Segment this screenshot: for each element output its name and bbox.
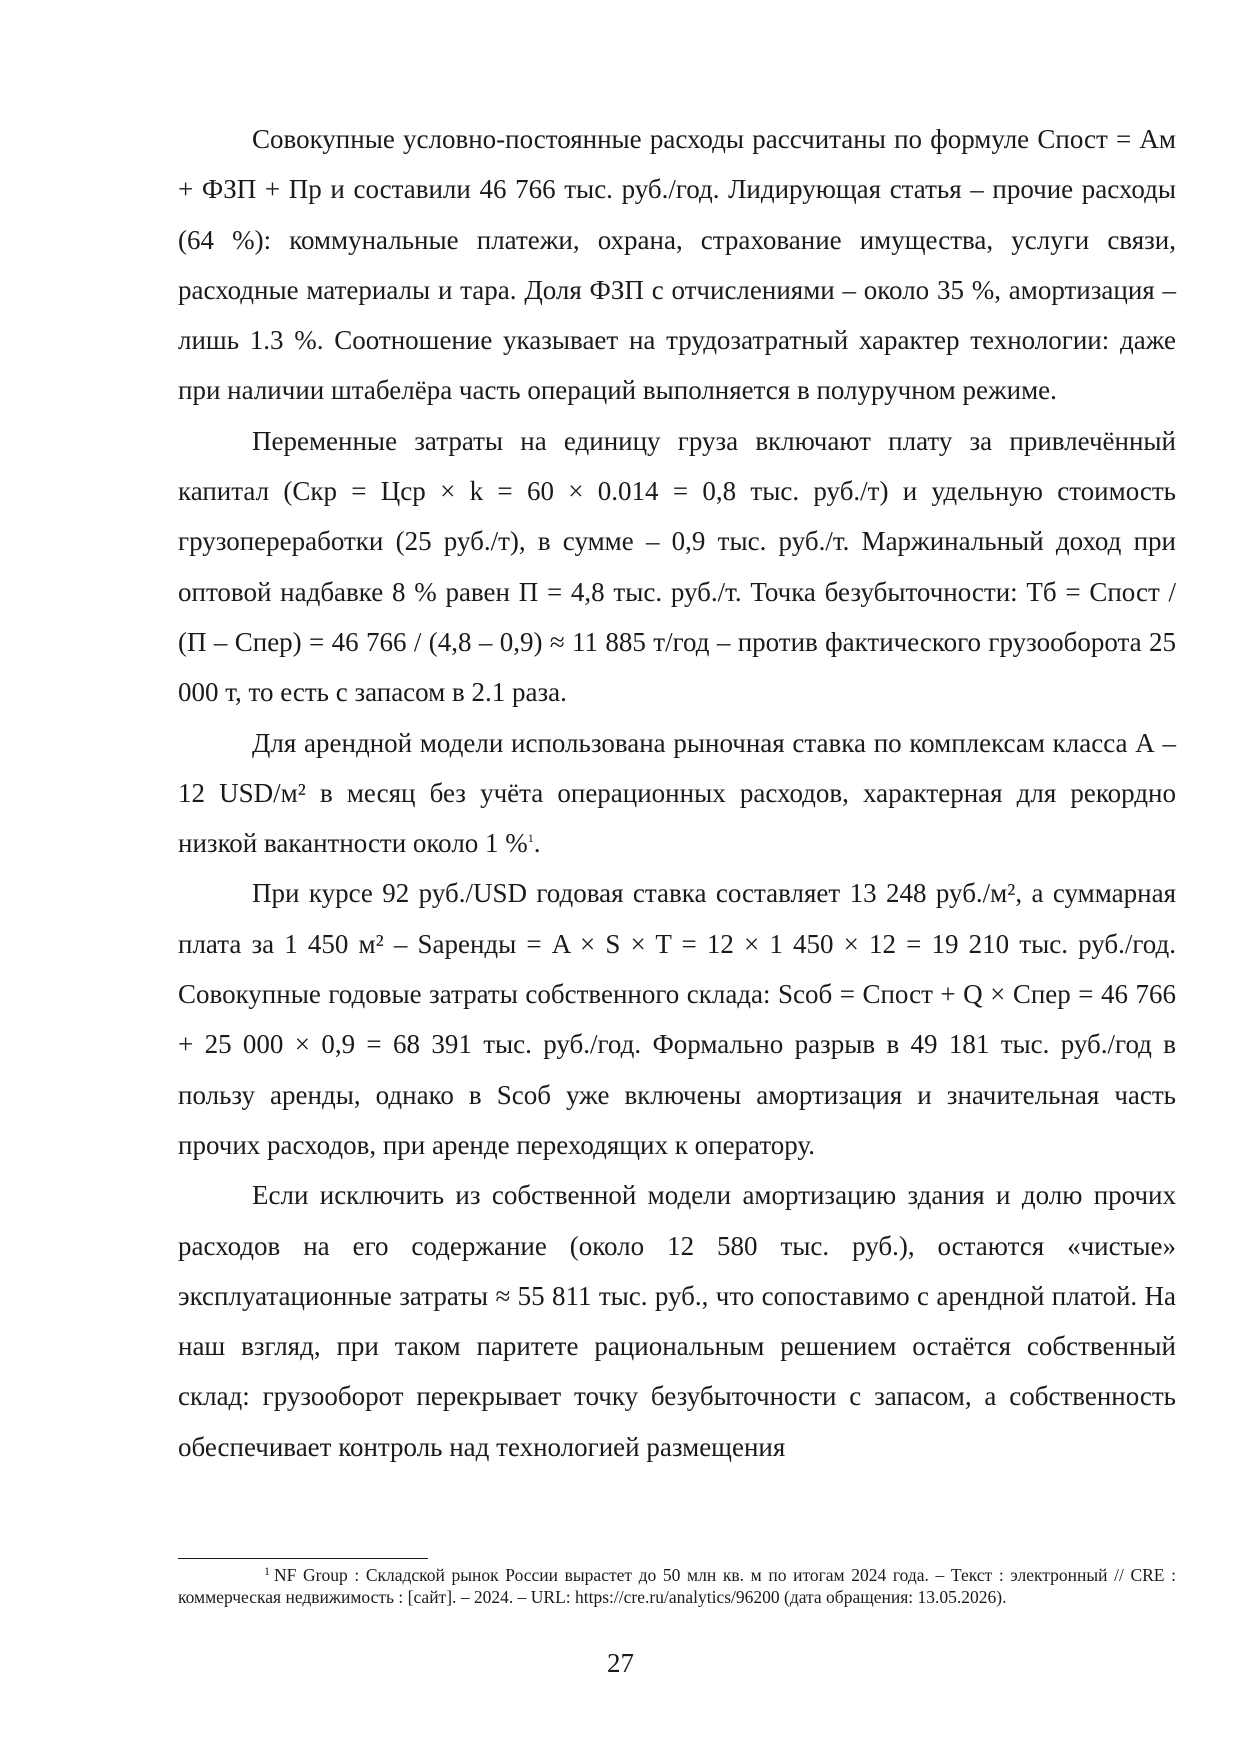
paragraph-rental-model <box>178 718 1176 869</box>
footnote <box>178 1564 1176 1608</box>
footnote-number: 1 <box>264 1564 270 1578</box>
paragraph-rental-model-text: Для арендной модели использована рыночная ставка по комплексам класса А – 12 USD/м² в месяц без учёта операционных расходов, характерная для рекордно низкой вакантности около 1 % <box>178 727 1176 859</box>
footnote-reference[interactable]: 1 <box>527 831 534 846</box>
footnote-text: NF Group : Складской рынок России вырастет до 50 млн кв. м по итогам 2024 года. – Текст : электронный // CRE : коммерческая недвижимость : [сайт]. – 2024. – URL: https://cre.ru/analytics/96200 (дата обращения: 13.05.2026). <box>178 1565 1176 1607</box>
paragraph-rent-comparison: При курсе 92 руб./USD годовая ставка составляет 13 248 руб./м², а суммарная плата за 1 450 м² – Sаренды = A × S × T = 12 × 1 450 × 12 = 19 210 тыс. руб./год. Совокупные годовые затраты собственного склада: Sсоб = Спост + Q × Спер = 46 766 + 25 000 × 0,9 = 68 391 тыс. руб./год. Формально разрыв в 49 181 тыс. руб./год в пользу аренды, однако в Sсоб уже включены амортизация и значительная часть прочих расходов, при аренде переходящих к оператору. <box>178 878 1176 1160</box>
paragraph-fixed-costs: Совокупные условно-постоянные расходы рассчитаны по формуле Спост = Ам + ФЗП + Пр и составили 46 766 тыс. руб./год. Лидирующая статья – прочие расходы (64 %): коммунальные платежи, охрана, страхование имущества, услуги связи, расходные материалы и тара. Доля ФЗП с отчислениями – около 35 %, амортизация – лишь 1.3 %. Соотношение указывает на трудозатратный характер технологии: даже при наличии штабелёра часть операций выполняется в полуручном режиме. <box>178 124 1176 406</box>
paragraph-conclusion: Если исключить из собственной модели амортизацию здания и долю прочих расходов на его содержание (около 12 580 тыс. руб.), остаются «чистые» эксплуатационные затраты ≈ 55 811 тыс. руб., что сопоставимо с арендной платой. На наш взгляд, при таком паритете рациональным решением остаётся собственный склад: грузооборот перекрывает точку безубыточности с запасом, а собственность обеспечивает контроль над технологией размещения <box>178 1180 1176 1462</box>
footnote-separator <box>178 1558 428 1559</box>
page-body <box>178 114 1176 1472</box>
paragraph-rental-model-end: . <box>533 828 541 859</box>
paragraph-variable-costs: Переменные затраты на единицу груза включают плату за привлечённый капитал (Скр = Цср × k = 60 × 0.014 = 0,8 тыс. руб./т) и удельную стоимость грузопереработки (25 руб./т), в сумме – 0,9 тыс. руб./т. Маржинальный доход при оптовой надбавке 8 % равен П = 4,8 тыс. руб./т. Точка безубыточности: Тб = Спост / (П – Спер) = 46 766 / (4,8 – 0,9) ≈ 11 885 т/год – против фактического грузооборота 25 000 т, то есть с запасом в 2.1 раза. <box>178 425 1176 708</box>
page-number: 27 <box>607 1648 634 1678</box>
